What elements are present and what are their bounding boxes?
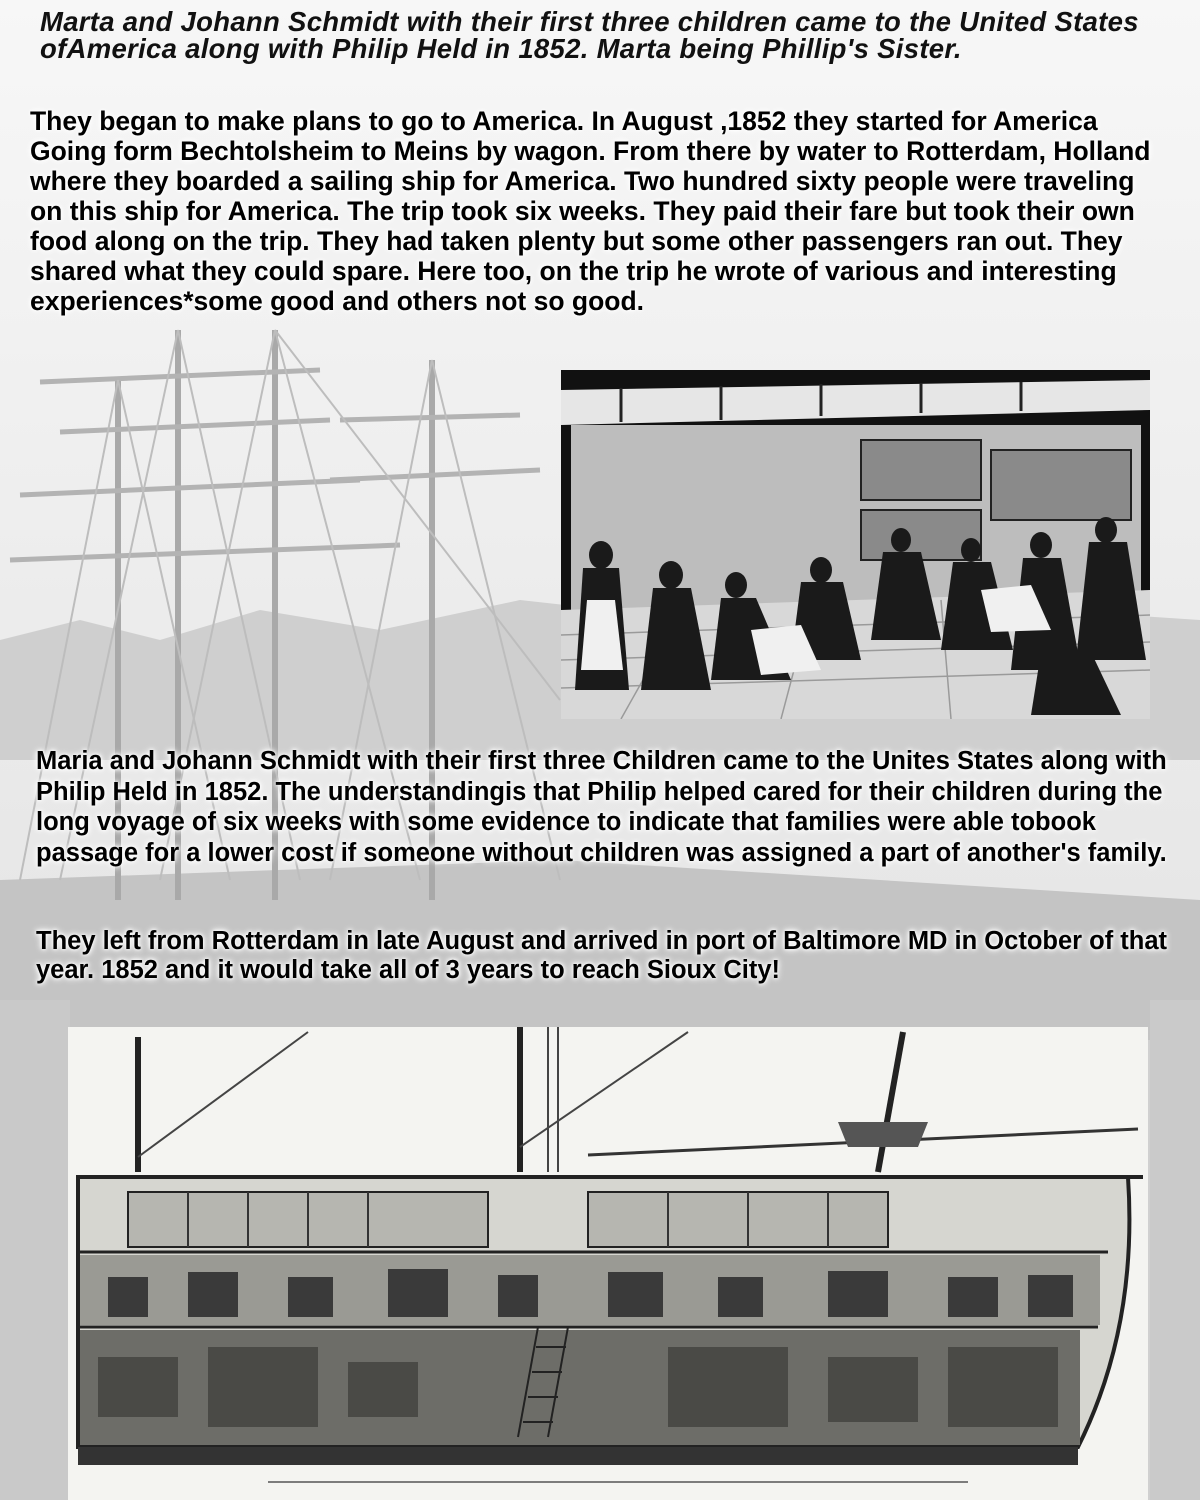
ship-cross-section-illustration — [68, 1027, 1148, 1500]
steerage-engraving-image — [561, 370, 1150, 719]
page-heading: Marta and Johann Schmidt with their first three children came to the United States ofAmerica along with Philip Held in 1852. Marta being Phillip's Sister. — [40, 6, 1139, 64]
voyage-paragraph: They began to make plans to go to America. In August ,1852 they started for America Going form Bechtolsheim to Meins by wagon. From there by water to Rotterdam, Holland where they boarded a sailing ship for America. Two hundred sixty people were traveling on this ship for America. The trip took six weeks. They paid their fare but took their own food along on the trip. They had taken plenty but some other passengers ran out. They shared what they could spare. Here too, on the trip he wrote of various and interesting experiences*some good and others not so good. — [30, 106, 1151, 316]
arrival-paragraph: They left from Rotterdam in late August and arrived in port of Baltimore MD in October of that year. 1852 and it would take all of 3 years to reach Sioux City! — [36, 927, 1168, 984]
family-paragraph: Maria and Johann Schmidt with their first three Children came to the Unites States along with Philip Held in 1852. The understandingis that Philip helped cared for their children during the long voyage of six weeks with some evidence to indicate that families were able tobook passage for a lower cost if someone without children was assigned a part of another's family. — [36, 747, 1167, 867]
